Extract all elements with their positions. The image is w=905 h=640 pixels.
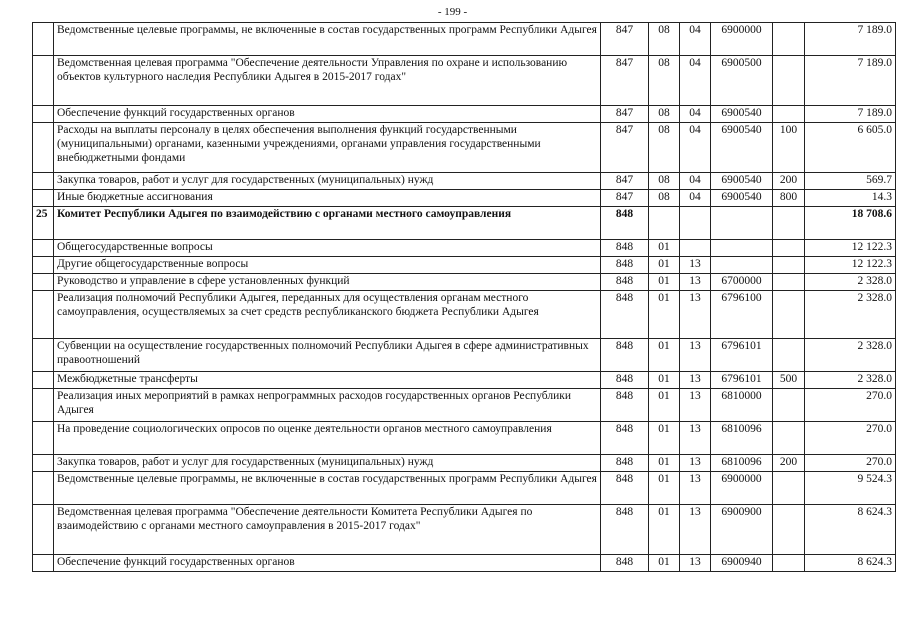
subsection-code-cell <box>680 207 711 240</box>
section-code-cell: 08 <box>649 23 680 56</box>
subsection-code-cell: 13 <box>680 372 711 389</box>
ministry-code-cell: 848 <box>601 207 649 240</box>
table-row <box>33 472 896 505</box>
amount-cell: 2 328.0 <box>805 274 896 291</box>
row-number-cell <box>33 23 54 56</box>
row-number-cell <box>33 123 54 173</box>
expense-type-code-cell <box>773 472 805 505</box>
expense-type-code-cell: 500 <box>773 372 805 389</box>
expense-name-cell: Комитет Республики Адыгея по взаимодействию с органами местного самоуправления <box>54 207 601 240</box>
expense-type-code-cell <box>773 207 805 240</box>
target-article-code-cell: 6900900 <box>711 505 773 555</box>
row-number-cell <box>33 173 54 190</box>
table-row <box>33 56 896 106</box>
amount-cell: 18 708.6 <box>805 207 896 240</box>
table-row <box>33 291 896 339</box>
section-code-cell: 01 <box>649 257 680 274</box>
table-row <box>33 455 896 472</box>
amount-cell: 7 189.0 <box>805 56 896 106</box>
expense-name-cell: Расходы на выплаты персоналу в целях обеспечения выполнения функций государственными (муниципальными) органами, казенными учреждениями, органами управления государственными внебюджетными фондами <box>54 123 601 173</box>
subsection-code-cell: 13 <box>680 505 711 555</box>
table-row <box>33 274 896 291</box>
target-article-code-cell: 6796100 <box>711 291 773 339</box>
subsection-code-cell: 04 <box>680 23 711 56</box>
ministry-code-cell: 847 <box>601 56 649 106</box>
amount-cell: 8 624.3 <box>805 555 896 572</box>
target-article-code-cell: 6810000 <box>711 389 773 422</box>
row-number-cell <box>33 422 54 455</box>
ministry-code-cell: 848 <box>601 257 649 274</box>
expense-type-code-cell <box>773 291 805 339</box>
table-row <box>33 190 896 207</box>
target-article-code-cell: 6900540 <box>711 190 773 207</box>
row-number-cell <box>33 274 54 291</box>
amount-cell: 2 328.0 <box>805 339 896 372</box>
ministry-code-cell: 848 <box>601 555 649 572</box>
expense-type-code-cell: 200 <box>773 455 805 472</box>
expense-type-code-cell <box>773 505 805 555</box>
amount-cell: 12 122.3 <box>805 257 896 274</box>
ministry-code-cell: 847 <box>601 190 649 207</box>
expense-name-cell: Иные бюджетные ассигнования <box>54 190 601 207</box>
expense-type-code-cell <box>773 56 805 106</box>
section-code-cell: 08 <box>649 56 680 106</box>
target-article-code-cell: 6796101 <box>711 339 773 372</box>
amount-cell: 270.0 <box>805 389 896 422</box>
expense-type-code-cell <box>773 106 805 123</box>
row-number-cell: 25 <box>33 207 54 240</box>
amount-cell: 270.0 <box>805 455 896 472</box>
amount-cell: 12 122.3 <box>805 240 896 257</box>
table-row <box>33 106 896 123</box>
ministry-code-cell: 848 <box>601 455 649 472</box>
section-code-cell: 01 <box>649 455 680 472</box>
amount-cell: 7 189.0 <box>805 23 896 56</box>
target-article-code-cell: 6900540 <box>711 123 773 173</box>
expense-name-cell: Другие общегосударственные вопросы <box>54 257 601 274</box>
expense-type-code-cell <box>773 23 805 56</box>
ministry-code-cell: 848 <box>601 339 649 372</box>
expense-name-cell: Реализация иных мероприятий в рамках непрограммных расходов государственных органов Республики Адыгея <box>54 389 601 422</box>
ministry-code-cell: 847 <box>601 173 649 190</box>
subsection-code-cell: 04 <box>680 106 711 123</box>
expense-name-cell: Закупка товаров, работ и услуг для государственных (муниципальных) нужд <box>54 173 601 190</box>
table-row <box>33 257 896 274</box>
page-number: - 199 - <box>437 6 468 18</box>
section-code-cell: 01 <box>649 339 680 372</box>
target-article-code-cell <box>711 257 773 274</box>
subsection-code-cell: 13 <box>680 472 711 505</box>
expense-type-code-cell: 200 <box>773 173 805 190</box>
subsection-code-cell: 13 <box>680 389 711 422</box>
section-code-cell: 08 <box>649 173 680 190</box>
section-code-cell: 08 <box>649 190 680 207</box>
amount-cell: 2 328.0 <box>805 372 896 389</box>
section-code-cell: 01 <box>649 472 680 505</box>
table-row <box>33 173 896 190</box>
ministry-code-cell: 847 <box>601 23 649 56</box>
ministry-code-cell: 848 <box>601 291 649 339</box>
expense-name-cell: Межбюджетные трансферты <box>54 372 601 389</box>
target-article-code-cell: 6900000 <box>711 23 773 56</box>
section-code-cell <box>649 207 680 240</box>
target-article-code-cell <box>711 207 773 240</box>
row-number-cell <box>33 291 54 339</box>
expense-name-cell: Руководство и управление в сфере установленных функций <box>54 274 601 291</box>
ministry-code-cell: 848 <box>601 274 649 291</box>
ministry-code-cell: 848 <box>601 372 649 389</box>
target-article-code-cell: 6810096 <box>711 422 773 455</box>
expense-name-cell: Общегосударственные вопросы <box>54 240 601 257</box>
section-code-cell: 01 <box>649 555 680 572</box>
section-code-cell: 01 <box>649 240 680 257</box>
subsection-code-cell: 04 <box>680 123 711 173</box>
expense-name-cell: Обеспечение функций государственных органов <box>54 555 601 572</box>
amount-cell: 6 605.0 <box>805 123 896 173</box>
subsection-code-cell: 13 <box>680 339 711 372</box>
amount-cell: 8 624.3 <box>805 505 896 555</box>
row-number-cell <box>33 106 54 123</box>
section-code-cell: 01 <box>649 505 680 555</box>
amount-cell: 2 328.0 <box>805 291 896 339</box>
table-row <box>33 123 896 173</box>
section-code-cell: 08 <box>649 106 680 123</box>
expense-type-code-cell <box>773 555 805 572</box>
expense-name-cell: Реализация полномочий Республики Адыгея, переданных для осуществления органам местного самоуправления, осуществляемых за счет средств республиканского бюджета Республики Адыгея <box>54 291 601 339</box>
amount-cell: 14.3 <box>805 190 896 207</box>
target-article-code-cell: 6900540 <box>711 106 773 123</box>
row-number-cell <box>33 472 54 505</box>
amount-cell: 7 189.0 <box>805 106 896 123</box>
target-article-code-cell: 6900500 <box>711 56 773 106</box>
ministry-code-cell: 847 <box>601 123 649 173</box>
ministry-code-cell: 848 <box>601 240 649 257</box>
row-number-cell <box>33 339 54 372</box>
target-article-code-cell <box>711 240 773 257</box>
budget-table <box>32 22 896 572</box>
section-code-cell: 08 <box>649 123 680 173</box>
expense-type-code-cell: 800 <box>773 190 805 207</box>
subsection-code-cell: 13 <box>680 555 711 572</box>
expense-type-code-cell <box>773 257 805 274</box>
expense-type-code-cell <box>773 389 805 422</box>
target-article-code-cell: 6796101 <box>711 372 773 389</box>
subsection-code-cell <box>680 240 711 257</box>
section-code-cell: 01 <box>649 422 680 455</box>
expense-name-cell: Ведомственная целевая программа "Обеспечение деятельности Комитета Республики Адыгея по взаимодействию с органами местного самоуправления в 2015-2017 годах" <box>54 505 601 555</box>
row-number-cell <box>33 389 54 422</box>
subsection-code-cell: 04 <box>680 190 711 207</box>
expense-type-code-cell: 100 <box>773 123 805 173</box>
target-article-code-cell: 6700000 <box>711 274 773 291</box>
expense-type-code-cell <box>773 274 805 291</box>
target-article-code-cell: 6900000 <box>711 472 773 505</box>
ministry-code-cell: 848 <box>601 422 649 455</box>
expense-name-cell: Обеспечение функций государственных органов <box>54 106 601 123</box>
ministry-code-cell: 848 <box>601 389 649 422</box>
row-number-cell <box>33 505 54 555</box>
amount-cell: 569.7 <box>805 173 896 190</box>
subsection-code-cell: 04 <box>680 56 711 106</box>
section-code-cell: 01 <box>649 291 680 339</box>
subsection-code-cell: 13 <box>680 257 711 274</box>
row-number-cell <box>33 372 54 389</box>
subsection-code-cell: 13 <box>680 291 711 339</box>
section-code-cell: 01 <box>649 389 680 422</box>
section-code-cell: 01 <box>649 372 680 389</box>
subsection-code-cell: 13 <box>680 422 711 455</box>
table-row <box>33 339 896 372</box>
amount-cell: 270.0 <box>805 422 896 455</box>
section-code-cell: 01 <box>649 274 680 291</box>
expense-type-code-cell <box>773 339 805 372</box>
amount-cell: 9 524.3 <box>805 472 896 505</box>
expense-name-cell: Субвенции на осуществление государственных полномочий Республики Адыгея в сфере административных правоотношений <box>54 339 601 372</box>
subsection-code-cell: 13 <box>680 455 711 472</box>
target-article-code-cell: 6900940 <box>711 555 773 572</box>
table-row <box>33 207 896 240</box>
ministry-code-cell: 848 <box>601 472 649 505</box>
expense-type-code-cell <box>773 240 805 257</box>
table-row <box>33 372 896 389</box>
table-row <box>33 505 896 555</box>
expense-name-cell: Закупка товаров, работ и услуг для государственных (муниципальных) нужд <box>54 455 601 472</box>
table-row <box>33 240 896 257</box>
table-row <box>33 389 896 422</box>
table-row <box>33 422 896 455</box>
expense-name-cell: Ведомственные целевые программы, не включенные в состав государственных программ Республики Адыгея <box>54 472 601 505</box>
target-article-code-cell: 6900540 <box>711 173 773 190</box>
row-number-cell <box>33 190 54 207</box>
row-number-cell <box>33 555 54 572</box>
subsection-code-cell: 13 <box>680 274 711 291</box>
row-number-cell <box>33 240 54 257</box>
expense-name-cell: На проведение социологических опросов по оценке деятельности органов местного самоуправления <box>54 422 601 455</box>
subsection-code-cell: 04 <box>680 173 711 190</box>
row-number-cell <box>33 56 54 106</box>
row-number-cell <box>33 257 54 274</box>
ministry-code-cell: 848 <box>601 505 649 555</box>
expense-type-code-cell <box>773 422 805 455</box>
expense-name-cell: Ведомственная целевая программа "Обеспечение деятельности Управления по охране и использованию объектов культурного наследия Республики Адыгея в 2015-2017 годах" <box>54 56 601 106</box>
table-row <box>33 23 896 56</box>
target-article-code-cell: 6810096 <box>711 455 773 472</box>
row-number-cell <box>33 455 54 472</box>
table-row <box>33 555 896 572</box>
ministry-code-cell: 847 <box>601 106 649 123</box>
expense-name-cell: Ведомственные целевые программы, не включенные в состав государственных программ Республики Адыгея <box>54 23 601 56</box>
